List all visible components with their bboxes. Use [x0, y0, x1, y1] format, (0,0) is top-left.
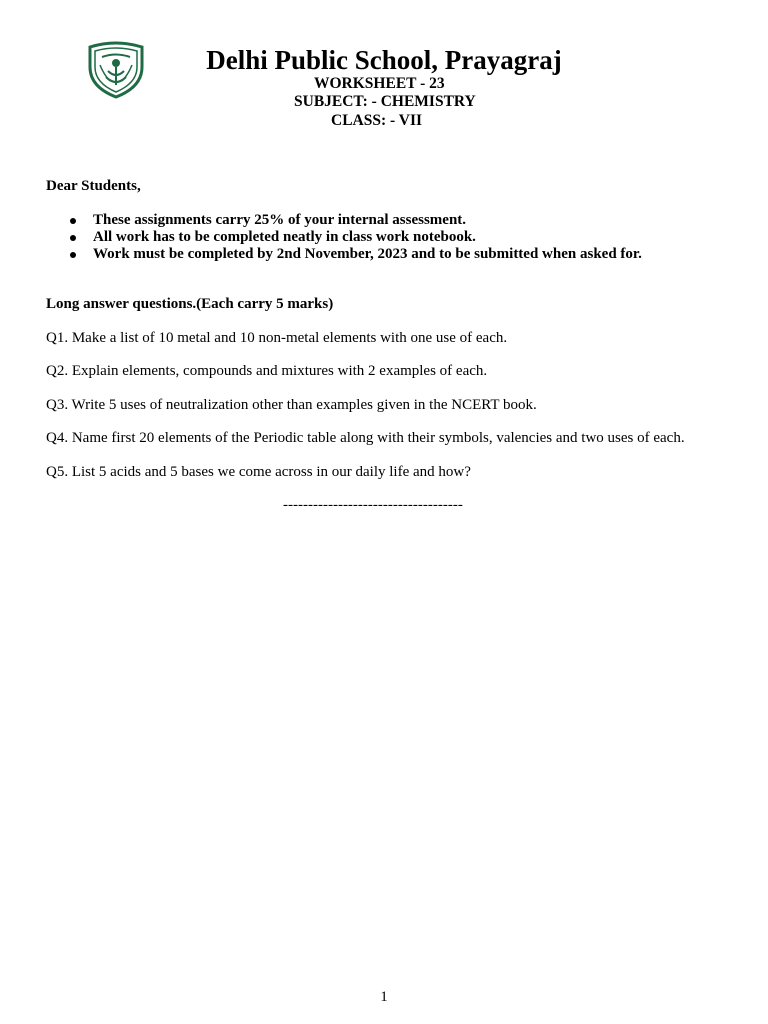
end-divider: ------------------------------------: [283, 497, 463, 513]
bullet-icon: [70, 218, 76, 224]
section-heading: Long answer questions.(Each carry 5 marks): [46, 296, 334, 312]
question-3: Q3. Write 5 uses of neutralization other than examples given in the NCERT book.: [46, 397, 537, 413]
worksheet-number: WORKSHEET - 23: [314, 75, 445, 92]
instruction-item: All work has to be completed neatly in class work notebook.: [46, 229, 642, 246]
question-1: Q1. Make a list of 10 metal and 10 non-metal elements with one use of each.: [46, 330, 508, 346]
bullet-icon: [70, 252, 76, 258]
instruction-item: Work must be completed by 2nd November, 2023 and to be submitted when asked for.: [46, 246, 642, 263]
class-line: CLASS: - VII: [331, 112, 423, 129]
question-5: Q5. List 5 acids and 5 bases we come across in our daily life and how?: [46, 464, 471, 480]
instruction-list: [46, 212, 642, 263]
question-2: Q2. Explain elements, compounds and mixtures with 2 examples of each.: [46, 363, 488, 379]
instruction-item: These assignments carry 25% of your internal assessment.: [46, 212, 642, 229]
greeting: Dear Students,: [46, 178, 141, 194]
bullet-icon: [70, 235, 76, 241]
school-name: Delhi Public School, Prayagraj: [206, 45, 562, 75]
subject-line: SUBJECT: - CHEMISTRY: [294, 93, 476, 110]
page-number: 1: [380, 989, 388, 1005]
question-4: Q4. Name first 20 elements of the Periodic table along with their symbols, valencies and two uses of each.: [46, 430, 685, 446]
